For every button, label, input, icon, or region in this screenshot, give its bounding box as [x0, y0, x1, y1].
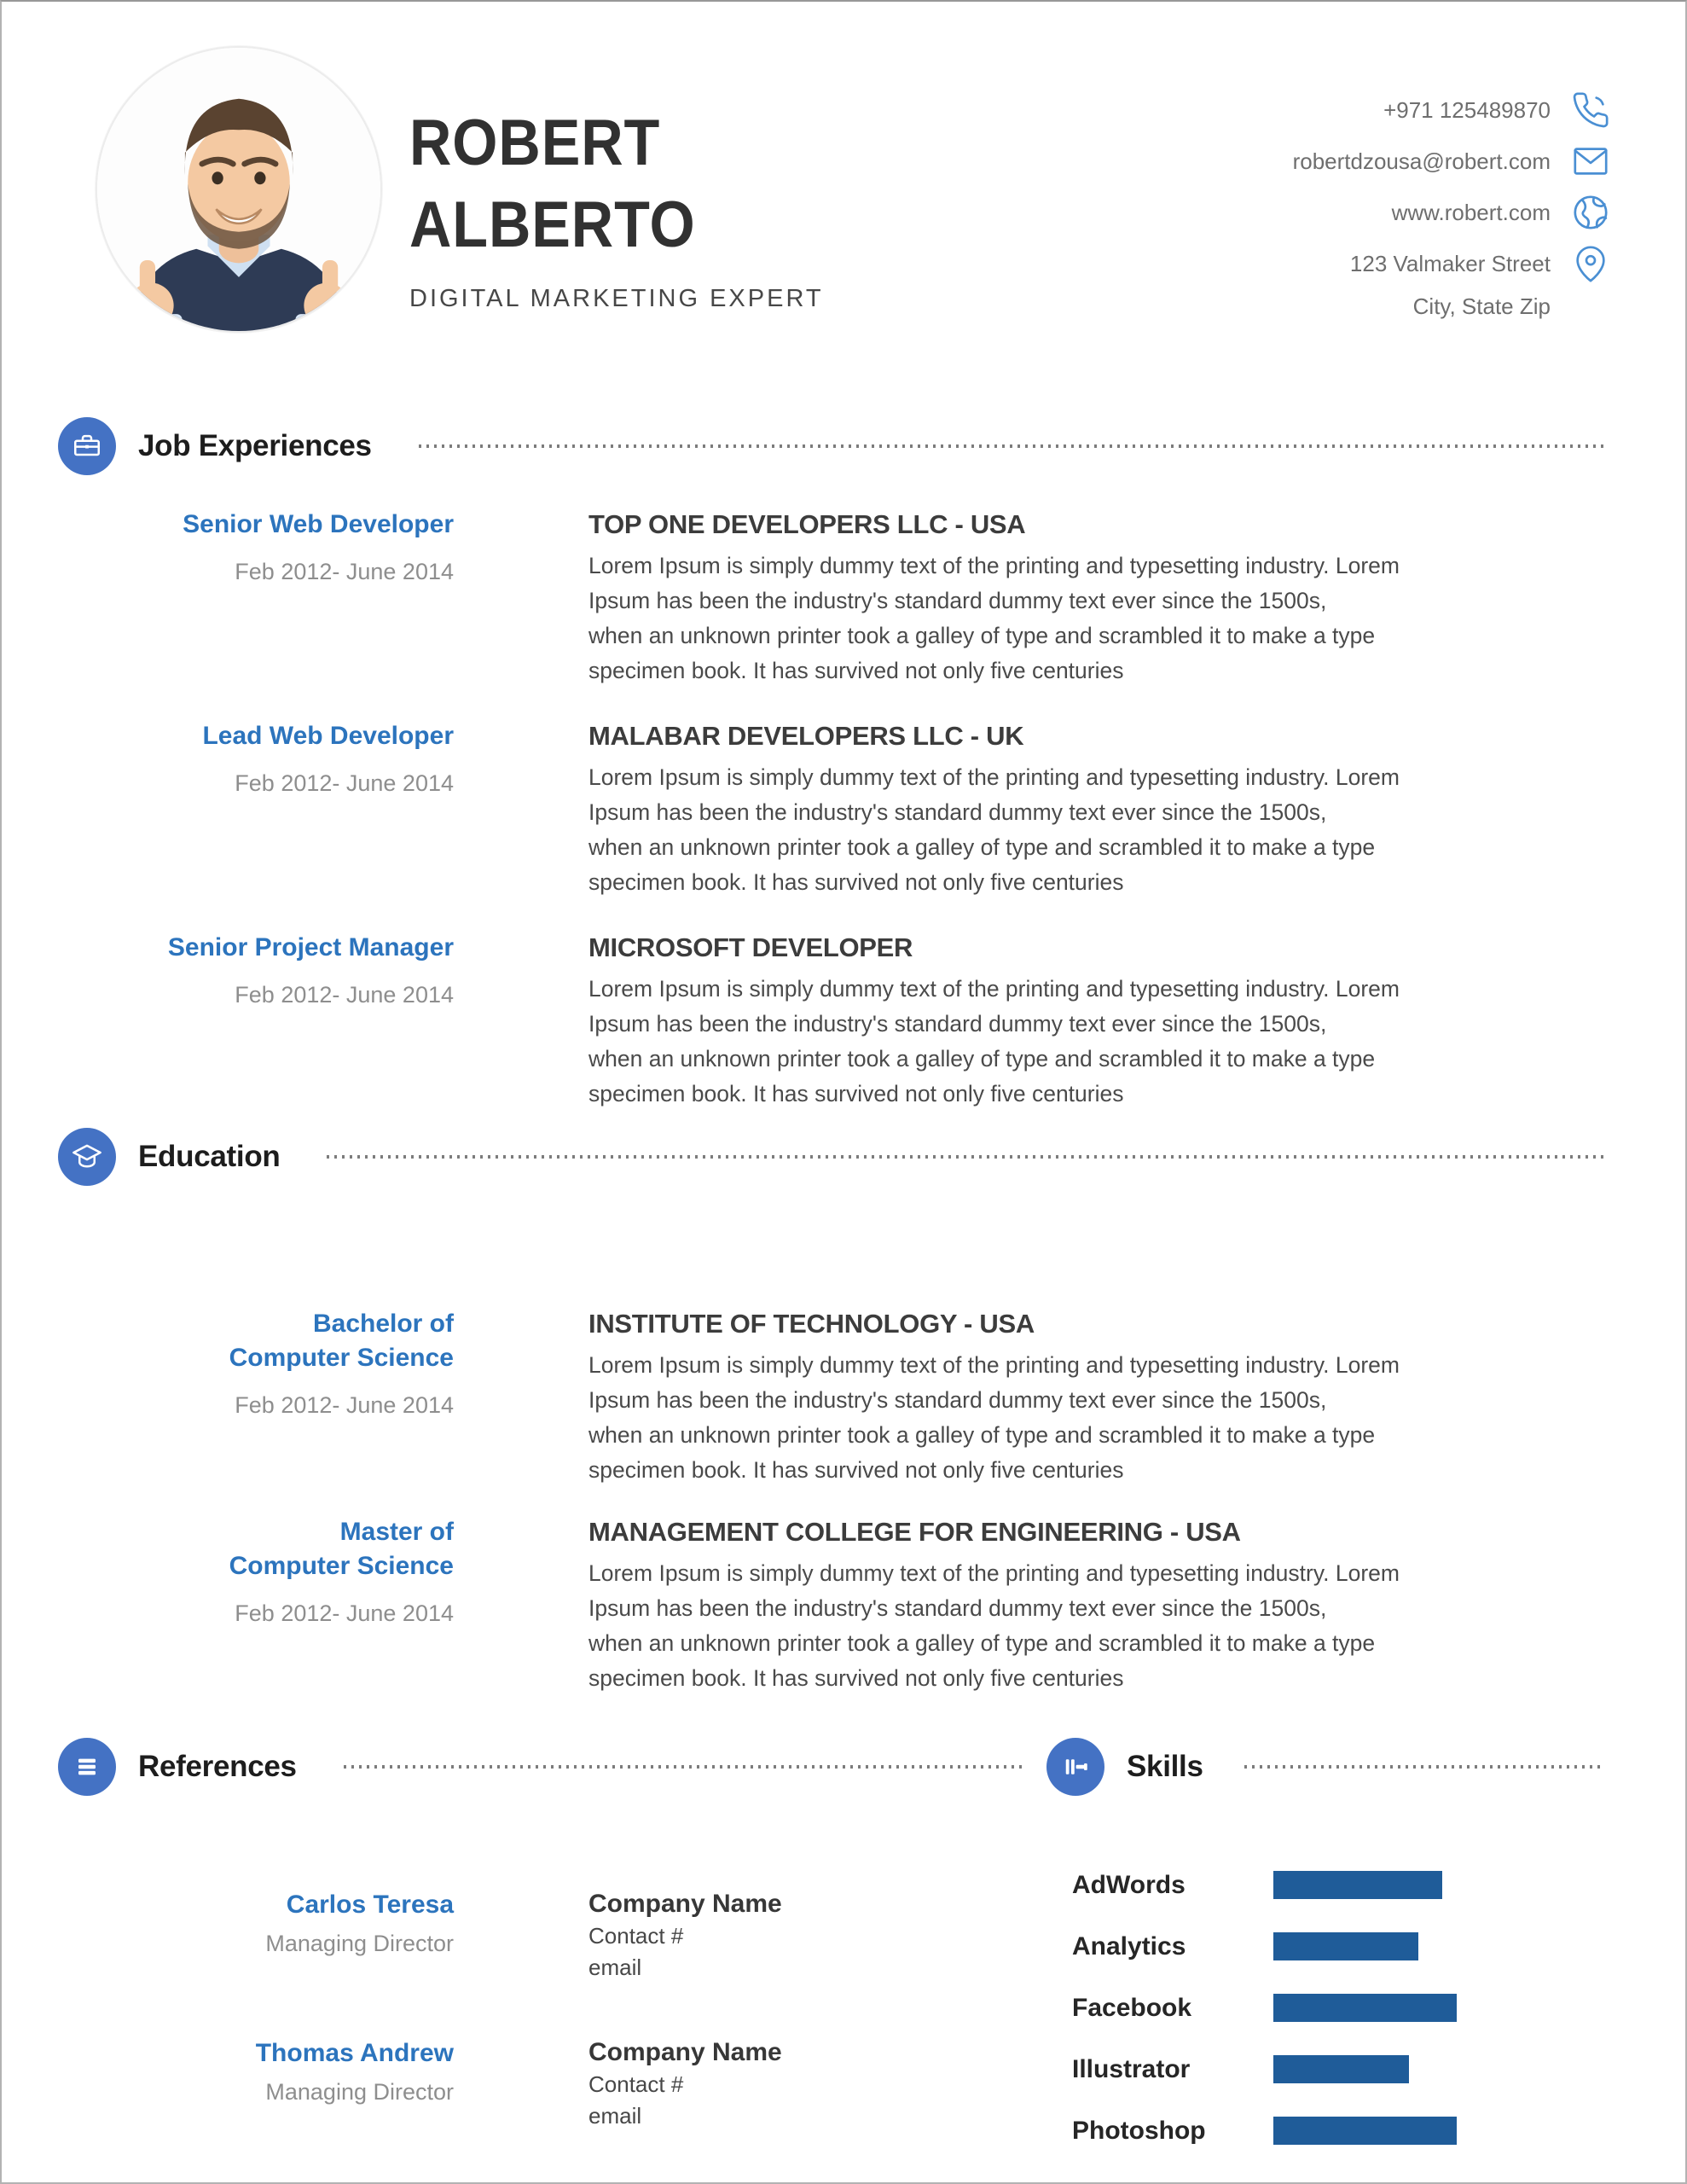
education-description: Lorem Ipsum is simply dummy text of the printing and typesetting industry. Lorem Ipsum has been the industry's standard dummy text ever since the 1500s, when an unknown printer took a galley of type and scrambled it to make a type specimen book. It has survived not only five centuries [588, 1352, 1400, 1483]
references-section-header [2, 1738, 1029, 1796]
degree: Bachelor of Computer Science [229, 1310, 454, 1372]
profile-photo [96, 46, 382, 333]
job-company: MALABAR DEVELOPERS LLC - UK [588, 721, 1024, 751]
job-entry [2, 719, 1685, 900]
contact-row-city [1293, 293, 1610, 320]
skill-row [1072, 1994, 1685, 2022]
degree: Master of Computer Science [229, 1518, 454, 1580]
skill-row [1072, 1871, 1685, 1899]
reference-company: Company Name [588, 1890, 782, 1918]
skill-label: Analytics [1072, 1931, 1186, 1960]
reference-contact: Contact # [588, 1923, 684, 1949]
skill-bar-track [1273, 2117, 1457, 2145]
job-section-header [2, 417, 1685, 475]
contact-row-email [1293, 142, 1610, 181]
contact-row-phone [1293, 90, 1610, 130]
reference-entry [2, 2036, 1029, 2132]
skill-label: Facebook [1072, 1993, 1192, 2022]
reference-role: Managing Director [265, 2079, 454, 2105]
globe-icon [1571, 193, 1610, 232]
dotted-divider [344, 1765, 1023, 1769]
contact-block [1293, 90, 1610, 332]
skill-label: Photoshop [1072, 2116, 1206, 2145]
skill-bar-track [1273, 1994, 1457, 2022]
skill-row [1072, 2117, 1685, 2145]
skill-bar-track [1273, 1932, 1457, 1960]
school-name: INSTITUTE OF TECHNOLOGY - USA [588, 1309, 1035, 1339]
job-role: Senior Web Developer [183, 510, 454, 538]
dotted-divider [419, 444, 1604, 448]
skill-bar-track [1273, 1871, 1457, 1899]
map-pin-icon [1571, 244, 1610, 283]
reference-role: Managing Director [265, 1931, 454, 1956]
job-dates: Feb 2012- June 2014 [235, 770, 454, 796]
dotted-divider [327, 1155, 1604, 1159]
job-description: Lorem Ipsum is simply dummy text of the printing and typesetting industry. Lorem Ipsum has been the industry's standard dummy text ever since the 1500s, when an unknown printer took a galley of type and scrambled it to make a type specimen book. It has survived not only five centuries [588, 976, 1400, 1107]
mail-icon [1571, 142, 1610, 181]
skill-bar [1273, 1994, 1457, 2022]
reference-company: Company Name [588, 2038, 782, 2066]
address-line-1: 123 Valmaker Street [1349, 250, 1551, 276]
education-dates: Feb 2012- June 2014 [235, 1392, 454, 1418]
address-line-2: City, State Zip [1412, 293, 1551, 319]
education-dates: Feb 2012- June 2014 [235, 1600, 454, 1626]
references-section-title: References [138, 1750, 297, 1783]
skill-bar [1273, 1932, 1418, 1960]
job-subtitle: DIGITAL MARKETING EXPERT [409, 285, 824, 312]
section-skills [1036, 1738, 1685, 2178]
reference-entry [2, 1888, 1029, 1984]
reference-contact: Contact # [588, 2071, 684, 2097]
skill-bar [1273, 1871, 1442, 1899]
name-block [409, 102, 824, 313]
job-description: Lorem Ipsum is simply dummy text of the printing and typesetting industry. Lorem Ipsum has been the industry's standard dummy text ever since the 1500s, when an unknown printer took a galley of type and scrambled it to make a type specimen book. It has survived not only five centuries [588, 764, 1400, 895]
graduation-cap-icon [58, 1128, 116, 1186]
education-section-title: Education [138, 1140, 281, 1173]
job-dates: Feb 2012- June 2014 [235, 559, 454, 584]
contact-row-address [1293, 244, 1610, 283]
education-description: Lorem Ipsum is simply dummy text of the printing and typesetting industry. Lorem Ipsum has been the industry's standard dummy text ever since the 1500s, when an unknown printer took a galley of type and scrambled it to make a type specimen book. It has survived not only five centuries [588, 1560, 1400, 1691]
job-section-title: Job Experiences [138, 429, 372, 462]
education-section-header [2, 1128, 1685, 1186]
skills-list [1072, 1871, 1685, 2145]
reference-name: Thomas Andrew [255, 2039, 454, 2067]
job-description: Lorem Ipsum is simply dummy text of the printing and typesetting industry. Lorem Ipsum has been the industry's standard dummy text ever since the 1500s, when an unknown printer took a galley of type and scrambled it to make a type specimen book. It has survived not only five centuries [588, 553, 1400, 683]
reference-email: email [588, 2103, 642, 2129]
skills-section-header [1036, 1738, 1685, 1796]
job-dates: Feb 2012- June 2014 [235, 982, 454, 1008]
job-role: Lead Web Developer [202, 722, 454, 750]
section-references [2, 1738, 1029, 2184]
skill-bar [1273, 2117, 1457, 2145]
reference-name: Carlos Teresa [286, 1891, 454, 1919]
avatar [97, 48, 380, 331]
phone-number: +971 125489870 [1383, 96, 1551, 123]
skill-row [1072, 1932, 1685, 1960]
skill-row [1072, 2055, 1685, 2083]
section-job-experiences [2, 417, 1685, 1142]
skill-label: Illustrator [1072, 2054, 1191, 2083]
job-company: TOP ONE DEVELOPERS LLC - USA [588, 509, 1026, 539]
reference-email: email [588, 1955, 642, 1980]
section-education [2, 1128, 1685, 1723]
skill-bar-track [1273, 2055, 1457, 2083]
email-address: robertdzousa@robert.com [1292, 148, 1551, 174]
education-entry [2, 1515, 1685, 1696]
skill-label: AdWords [1072, 1870, 1186, 1899]
phone-icon [1571, 90, 1610, 130]
dotted-divider [1244, 1765, 1604, 1769]
job-role: Senior Project Manager [167, 933, 454, 961]
sliders-icon [1046, 1738, 1104, 1796]
name-line-2: ALBERTO [409, 189, 696, 261]
website-url: www.robert.com [1391, 199, 1551, 225]
contact-row-website [1293, 193, 1610, 232]
education-entry [2, 1307, 1685, 1488]
job-entry [2, 931, 1685, 1112]
list-icon [58, 1738, 116, 1796]
school-name: MANAGEMENT COLLEGE FOR ENGINEERING - USA [588, 1517, 1241, 1547]
name-line-1: ROBERT [409, 107, 661, 179]
job-company: MICROSOFT DEVELOPER [588, 932, 913, 962]
job-entry [2, 508, 1685, 688]
skills-section-title: Skills [1127, 1750, 1203, 1783]
briefcase-icon [58, 417, 116, 475]
skill-bar [1273, 2055, 1409, 2083]
